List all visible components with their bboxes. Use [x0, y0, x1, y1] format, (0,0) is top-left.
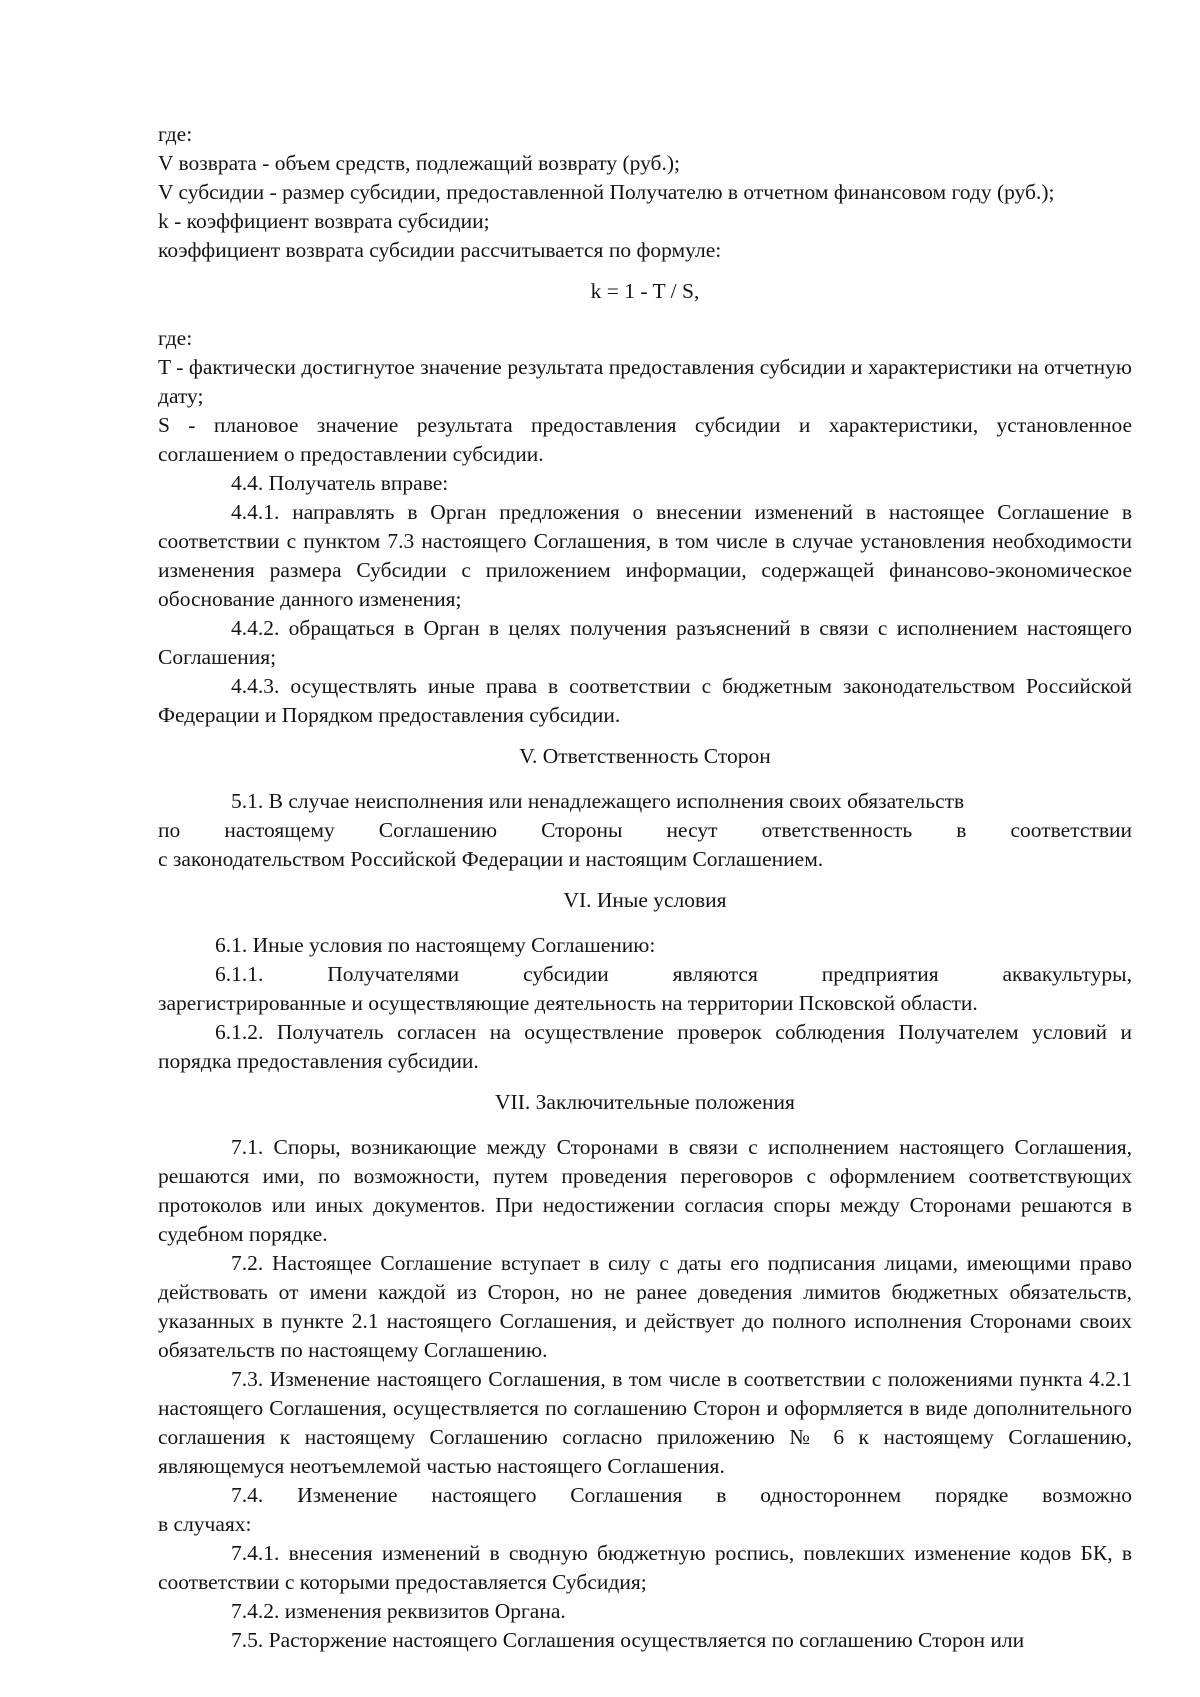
clause-6-1-1-line: зарегистрированные и осуществляющие деятельность на территории Псковской области. [158, 991, 978, 1015]
definition-v-subsidy: V субсидии - размер субсидии, предоставленной Получателю в отчетном финансовом году (руб.); [158, 180, 1055, 204]
definition-where: где: [158, 122, 193, 146]
clause-7-1: 7.1. Споры, возникающие между Сторонами в связи с исполнением настоящего Соглашения, решаются ими, по возможности, путем проведения переговоров с оформлением соответствующих протоколов или иных документов. При недостижении согласия споры между Сторонами решаются в судебном порядке. [158, 1135, 1132, 1246]
clause-6-1-2: 6.1.2. Получатель согласен на осуществление проверок соблюдения Получателем условий и порядка предоставления субсидии. [158, 1020, 1132, 1073]
clause-7-3: 7.3. Изменение настоящего Соглашения, в том числе в соответствии с положениями пункта 4.2.1 настоящего Соглашения, осуществляется по соглашению Сторон и оформляется в виде дополнительного соглашения к настоящему Соглашению согласно приложению № 6 к настоящему Соглашению, являющемуся неотъемлемой частью настоящего Соглашения. [158, 1367, 1132, 1478]
definition-s: S - плановое значение результата предоставления субсидии и характеристики, установленное соглашением о предоставлении субсидии. [158, 413, 1132, 466]
clause-4-4-3: 4.4.3. осуществлять иные права в соответствии с бюджетным законодательством Российской Федерации и Порядком предоставления субсидии. [158, 674, 1132, 727]
clause-7-4 [158, 1481, 1132, 1539]
clause-4-4-1: 4.4.1. направлять в Орган предложения о внесении изменений в настоящее Соглашение в соответствии с пунктом 7.3 настоящего Соглашения, в том числе в случае установления необходимости изменения размера Субсидии с приложением информации, содержащей финансово-экономическое обоснование данного изменения; [158, 500, 1132, 611]
definition-t: T - фактически достигнутое значение результата предоставления субсидии и характеристики на отчетную дату; [158, 355, 1132, 408]
section-heading-6: VI. Иные условия [563, 888, 727, 912]
clause-5-1-line: по настоящему Соглашению Стороны несут ответственность в соответствии [158, 818, 1132, 842]
clause-7-4-2: 7.4.2. изменения реквизитов Органа. [231, 1599, 566, 1623]
clause-6-1: 6.1. Иные условия по настоящему Соглашению: [215, 933, 656, 957]
clause-6-1-1-line: 6.1.1. Получателями субсидии являются предприятия аквакультуры, [215, 962, 1132, 986]
section-heading-7: VII. Заключительные положения [495, 1090, 795, 1114]
clause-4-4: 4.4. Получатель вправе: [231, 471, 449, 495]
clause-5-1 [158, 787, 1132, 874]
definition-k-formula-intro: коэффициент возврата субсидии рассчитывается по формуле: [158, 238, 722, 262]
clause-7-2: 7.2. Настоящее Соглашение вступает в силу с даты его подписания лицами, имеющими право действовать от имени каждой из Сторон, но не ранее доведения лимитов бюджетных обязательств, указанных в пункте 2.1 настоящего Соглашения, и действует до полного исполнения Сторонами своих обязательств по настоящему Соглашению. [158, 1251, 1132, 1362]
clause-7-4-line: 7.4. Изменение настоящего Соглашения в одностороннем порядке возможно [231, 1483, 1132, 1507]
clause-6-1-1 [158, 960, 1132, 1018]
formula: k = 1 - T / S, [590, 279, 700, 303]
clause-7-5: 7.5. Расторжение настоящего Соглашения осуществляется по соглашению Сторон или [231, 1628, 1025, 1652]
clause-7-4-line: в случаях: [158, 1512, 252, 1536]
section-heading-5: V. Ответственность Сторон [519, 744, 771, 768]
clause-5-1-line: с законодательством Российской Федерации и настоящим Соглашением. [158, 847, 824, 871]
clause-4-4-2: 4.4.2. обращаться в Орган в целях получения разъяснений в связи с исполнением настоящего Соглашения; [158, 616, 1132, 669]
definition-k: k - коэффициент возврата субсидии; [158, 209, 490, 233]
clause-5-1-line: 5.1. В случае неисполнения или ненадлежащего исполнения своих обязательств [231, 789, 965, 813]
clause-7-4-1: 7.4.1. внесения изменений в сводную бюджетную роспись, повлекших изменение кодов БК, в соответствии с которыми предоставляется Субсидия; [158, 1541, 1132, 1594]
definition-v-return: V возврата - объем средств, подлежащий возврату (руб.); [158, 151, 680, 175]
definition-where-2: где: [158, 326, 193, 350]
